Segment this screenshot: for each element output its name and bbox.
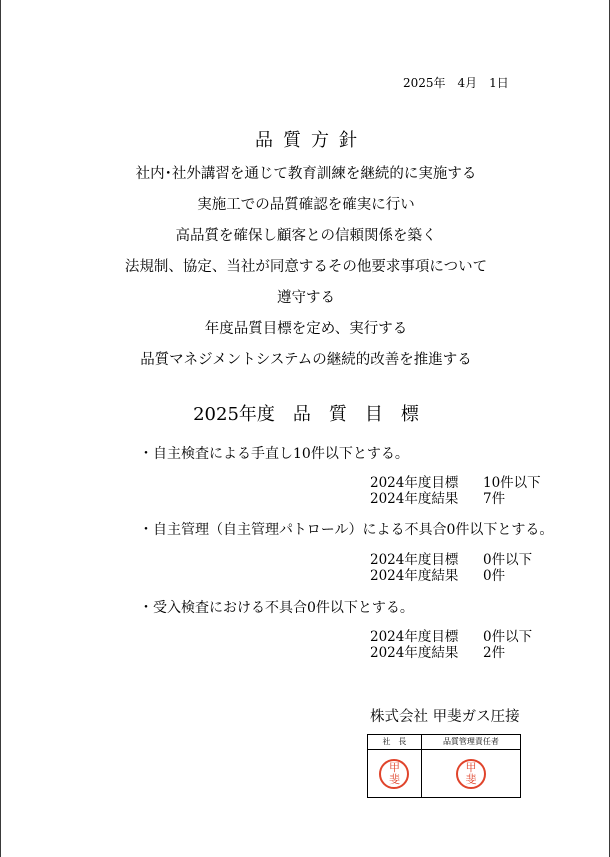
policy-item: 年度品質目標を定め、実行する (204, 321, 408, 337)
policy-title: 品質方針 (255, 130, 367, 151)
target-label: 2024年度目標 (370, 552, 459, 568)
goal-item: ・受入検査における不具合0件以下とする。 (139, 600, 414, 616)
goal-result (370, 475, 541, 507)
target-value: 0件以下 (483, 629, 533, 645)
quality-manager-label: 品質管理責任者 (421, 735, 520, 750)
seal-stamp-icon: 甲 斐 (456, 759, 486, 789)
goal-result (370, 552, 532, 584)
policy-item: 実施工での品質確認を確実に行い (197, 197, 415, 213)
policy-item: 遵守する (277, 290, 335, 306)
goal-item: ・自主管理（自主管理パトロール）による不具合0件以下とする。 (139, 522, 554, 538)
result-label: 2024年度結果 (370, 568, 459, 584)
issue-date: 2025年 4月 1日 (403, 76, 509, 90)
result-value: 2件 (483, 645, 506, 661)
target-label: 2024年度目標 (370, 475, 459, 491)
goals-title: 2025年度 品 質 目 標 (193, 404, 419, 425)
goal-result (370, 629, 532, 661)
president-label: 社 長 (368, 735, 422, 750)
result-value: 0件 (483, 568, 506, 584)
policy-item: 法規制、協定、当社が同意するその他要求事項について (124, 259, 488, 275)
policy-item: 社内･社外講習を通じて教育訓練を継続的に実施する (135, 166, 477, 182)
policy-item: 品質マネジメントシステムの継続的改善を推進する (140, 352, 472, 368)
policy-list (1, 163, 610, 380)
approval-stamp-table (367, 734, 521, 798)
company-name: 株式会社 甲斐ガス圧接 (370, 709, 520, 725)
goal-item: ・自主検査による手直し10件以下とする。 (139, 446, 409, 462)
target-label: 2024年度目標 (370, 629, 459, 645)
policy-item: 高品質を確保し顧客との信頼関係を築く (175, 228, 437, 244)
seal-stamp-icon: 甲 斐 (379, 759, 409, 789)
result-label: 2024年度結果 (370, 491, 459, 507)
target-value: 10件以下 (483, 475, 541, 491)
result-value: 7件 (483, 491, 506, 507)
president-seal-cell (368, 750, 422, 798)
result-label: 2024年度結果 (370, 645, 459, 661)
quality-manager-seal-cell (421, 750, 520, 798)
target-value: 0件以下 (483, 552, 533, 568)
